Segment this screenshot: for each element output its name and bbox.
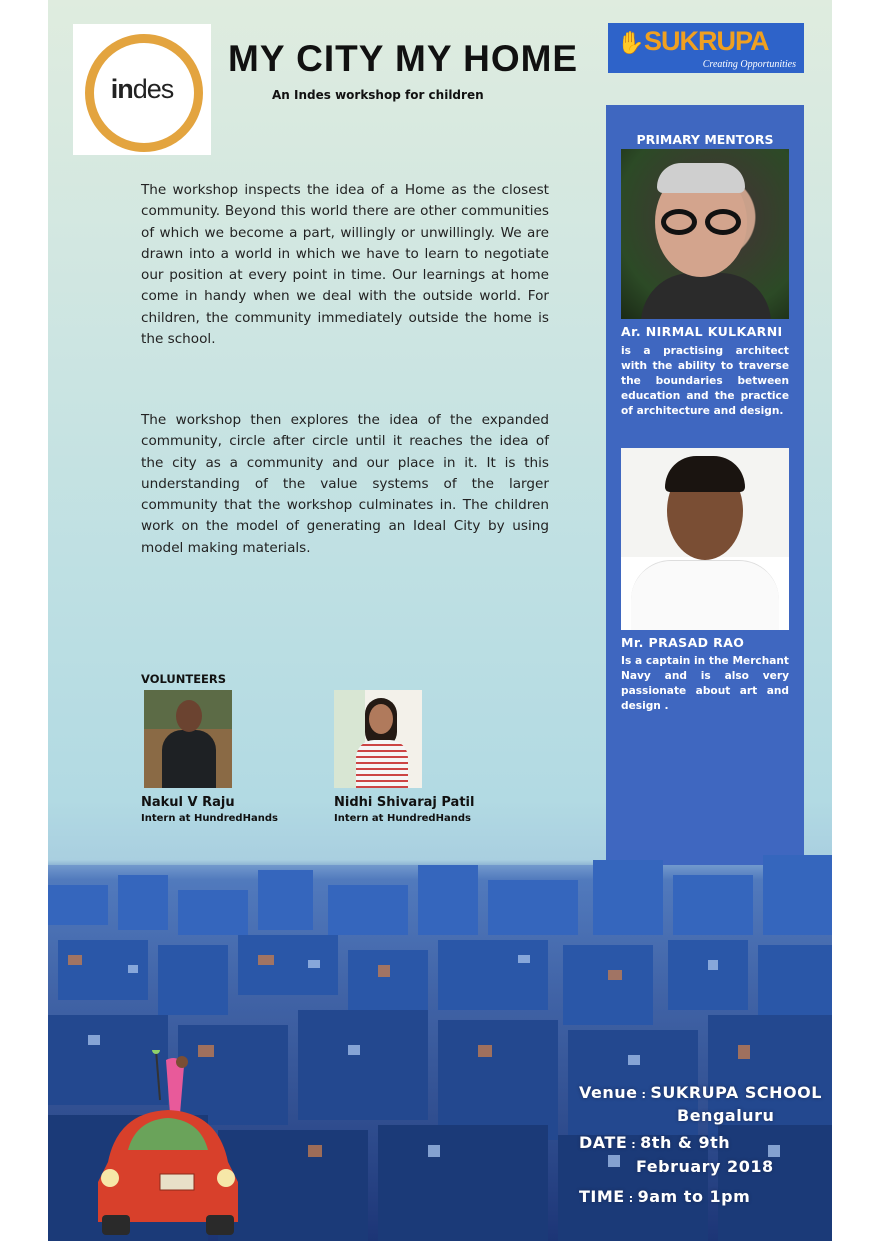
page-title: MY CITY MY HOME [228, 38, 579, 79]
mentor-name: Mr. PRASAD RAO [621, 635, 745, 650]
indes-logo [73, 24, 211, 155]
mentor-photo-rao [621, 448, 789, 630]
date-label: DATE [579, 1133, 628, 1152]
indes-logo-text: indes [110, 74, 174, 104]
description-paragraph-1: The workshop inspects the idea of a Home as the closest community. Beyond this world there are other communities of which we become a part, willingly or unwillingly. We are drawn into a world in which we have to learn to negotiate our position at every point in time. Our learnings at home come in handy when we deal with the outside world. For children, the community immediately outside the home is the school. [141, 182, 549, 348]
mentor-photo-kulkarni [621, 149, 789, 319]
mentor-name: Ar. NIRMAL KULKARNI [621, 324, 783, 339]
volunteer-photo-nakul [144, 690, 232, 788]
venue-line: Venue : SUKRUPA SCHOOL [579, 1083, 822, 1102]
venue-name: SUKRUPA SCHOOL [650, 1083, 822, 1102]
workshop-poster [48, 0, 832, 1241]
venue-label: Venue [579, 1083, 638, 1102]
volunteer-name: Nidhi Shivaraj Patil [334, 795, 475, 810]
volunteer-photo-nidhi [334, 690, 422, 788]
venue-city: Bengaluru [677, 1106, 775, 1125]
mentor-bio: Is a captain in the Merchant Navy and is also very passionate about art and design . [621, 655, 789, 712]
description-paragraph-2: The workshop then explores the idea of the expanded community, circle after circle until it reaches the idea of the city as a community and our place in it. It is this understanding of the value systems of the larger community that the workshop culminates in. The children work on the model of generating an Ideal City by using model making materials. [141, 412, 549, 556]
volunteer-role: Intern at HundredHands [334, 813, 471, 824]
car-illustration [88, 1050, 248, 1241]
volunteer-role: Intern at HundredHands [141, 813, 278, 824]
mentors-panel [606, 105, 804, 865]
time-line: TIME : 9am to 1pm [579, 1187, 751, 1206]
page-subtitle: An Indes workshop for children [272, 88, 484, 102]
time-value: 9am to 1pm [637, 1187, 751, 1206]
mentor-bio: is a practising architect with the ability to traverse the boundaries between education and the practice of architecture and design. [621, 345, 789, 417]
hand-icon: ✋ [617, 31, 645, 56]
volunteers-heading: VOLUNTEERS [141, 672, 227, 686]
date-rest: February 2018 [636, 1157, 774, 1176]
sukrupa-logo [608, 23, 804, 73]
mentors-heading: PRIMARY MENTORS [636, 132, 774, 147]
sukrupa-logo-name: SUKRUPA [644, 26, 769, 56]
time-label: TIME [579, 1187, 625, 1206]
date-line: DATE : 8th & 9th [579, 1133, 731, 1152]
sukrupa-logo-tagline: Creating Opportunities [702, 59, 796, 70]
date-first: 8th & 9th [640, 1133, 731, 1152]
volunteer-name: Nakul V Raju [141, 795, 235, 810]
